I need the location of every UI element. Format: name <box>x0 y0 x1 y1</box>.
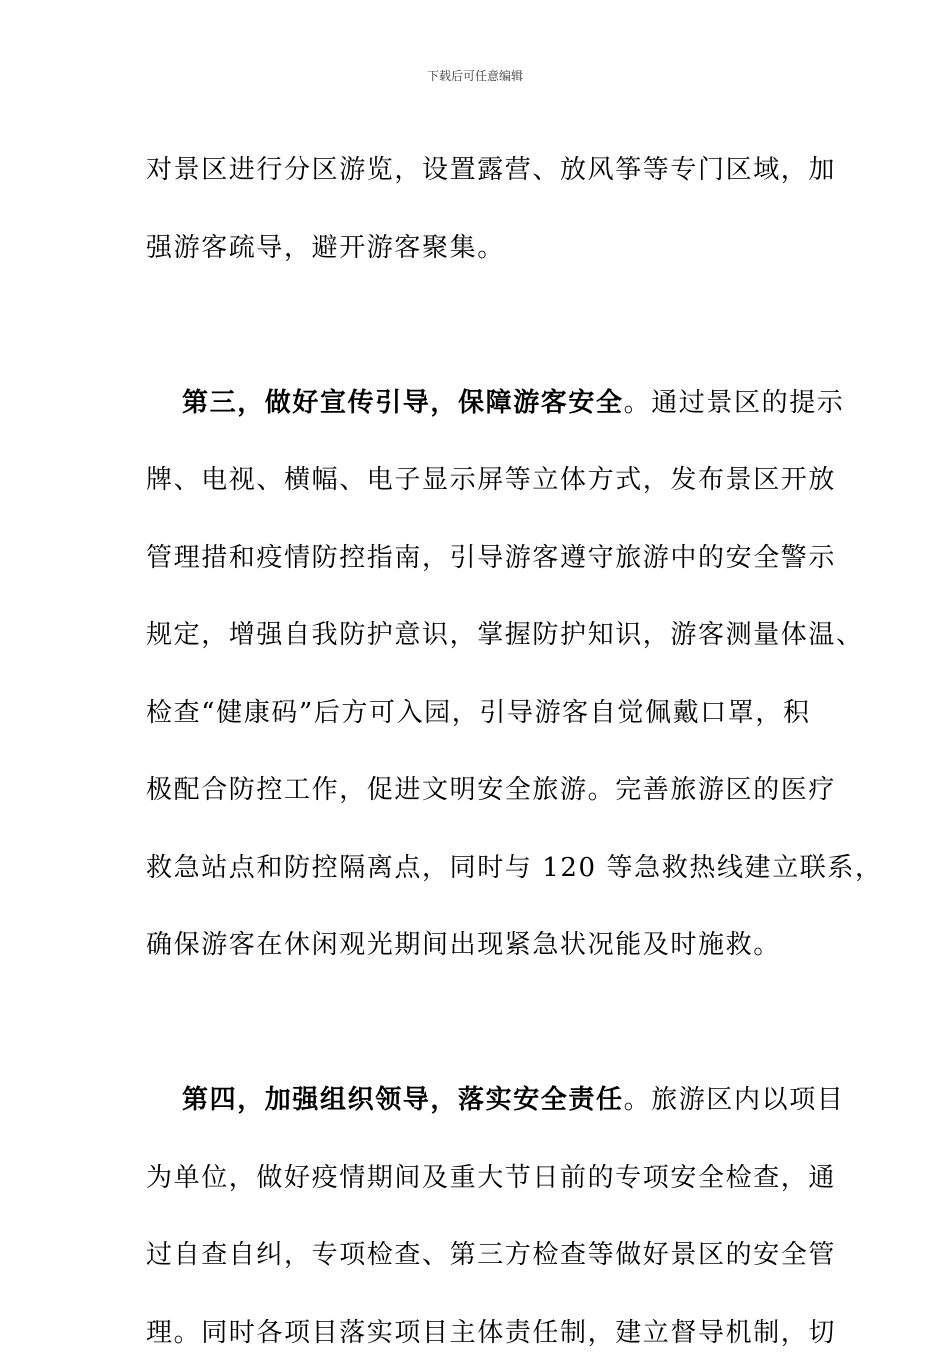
paragraph-line: 确保游客在休闲观光期间出现紧急状况能及时施救。 <box>146 907 806 985</box>
paragraph-3 <box>146 1062 806 1372</box>
paragraph-heading: 第三，做好宣传引导，保障游客安全 <box>182 388 624 418</box>
paragraph-first-line <box>146 1062 806 1140</box>
paragraph-line: 牌、电视、横幅、电子显示屏等立体方式，发布景区开放 <box>146 442 806 520</box>
paragraph-line: 为单位，做好疫情期间及重大节日前的专项安全检查，通 <box>146 1140 806 1218</box>
paragraph-line: 极配合防控工作，促进文明安全旅游。完善旅游区的医疗 <box>146 752 806 830</box>
paragraph-line: 规定，增强自我防护意识，掌握防护知识，游客测量体温、 <box>146 597 806 675</box>
paragraph-spacer <box>146 985 806 1063</box>
paragraph-line: 救急站点和防控隔离点，同时与 120 等急救热线建立联系， <box>146 830 806 908</box>
paragraph-first-line-rest: 。通过景区的提示 <box>624 388 845 418</box>
paragraph-line: 检查“健康码”后方可入园，引导游客自觉佩戴口罩，积 <box>146 675 806 753</box>
paragraph-first-line-rest: 。旅游区内以项目 <box>624 1085 845 1115</box>
paragraph-1 <box>146 132 806 287</box>
paragraph-heading: 第四，加强组织领导，落实安全责任 <box>182 1085 624 1115</box>
page-header: 下载后可任意编辑 <box>0 67 950 84</box>
paragraph-spacer <box>146 287 806 365</box>
paragraph-line: 理。同时各项目落实项目主体责任制，建立督导机制，切 <box>146 1295 806 1372</box>
paragraph-line: 管理措和疫情防控指南，引导游客遵守旅游中的安全警示 <box>146 520 806 598</box>
paragraph-first-line <box>146 365 806 443</box>
paragraph-line: 强游客疏导，避开游客聚集。 <box>146 210 806 288</box>
paragraph-line: 对景区进行分区游览，设置露营、放风筝等专门区域，加 <box>146 132 806 210</box>
paragraph-2 <box>146 365 806 985</box>
document-body <box>146 132 806 1372</box>
paragraph-line: 过自查自纠，专项检查、第三方检查等做好景区的安全管 <box>146 1217 806 1295</box>
